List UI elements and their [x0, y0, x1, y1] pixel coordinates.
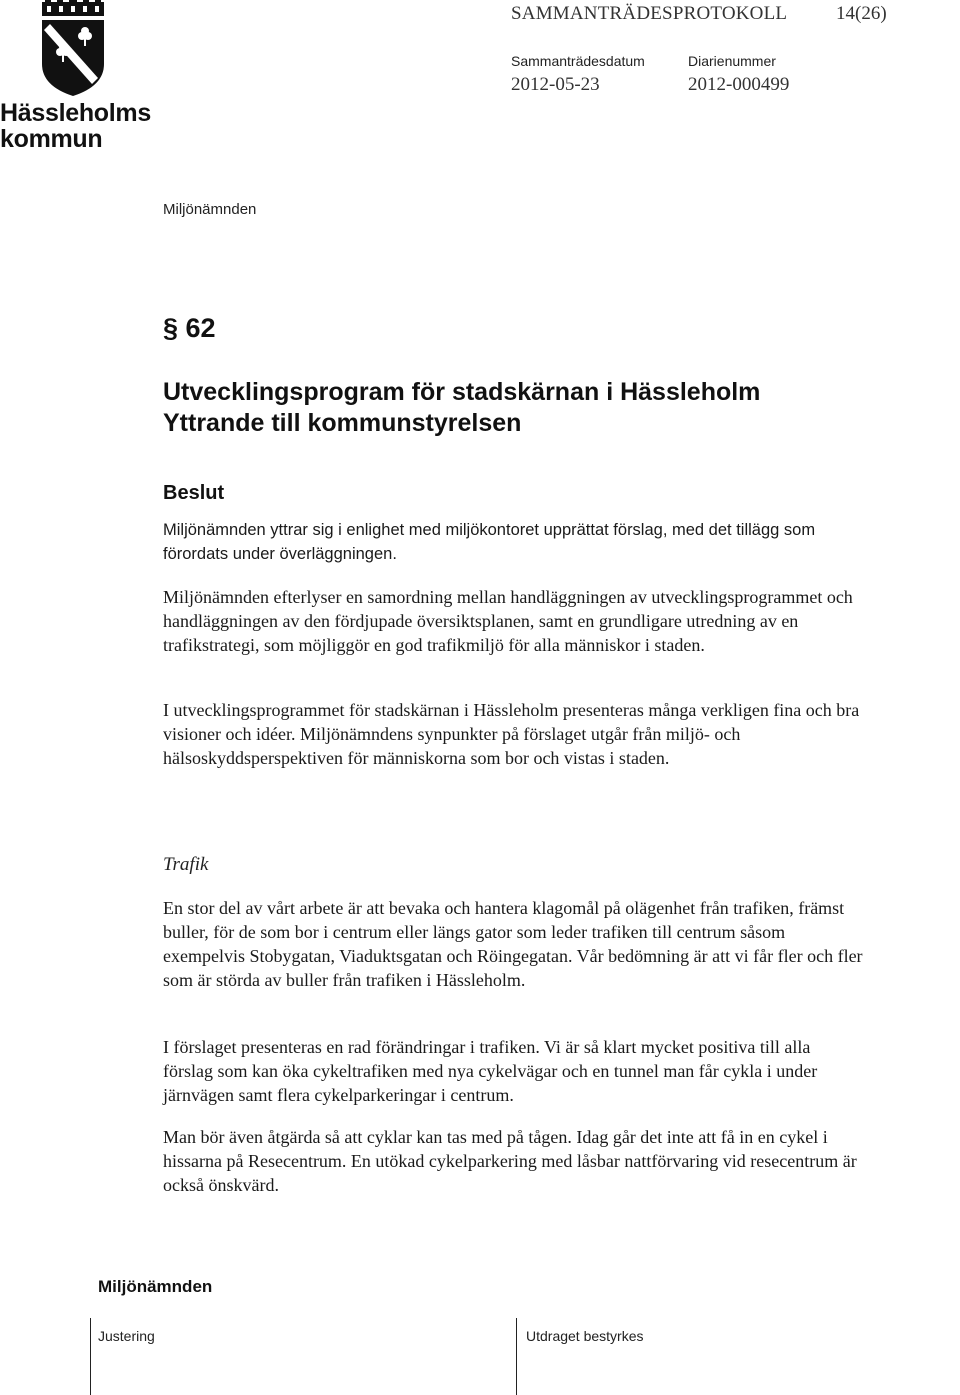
municipality-logo [0, 0, 150, 152]
traffic-heading: Trafik [163, 854, 209, 875]
diary-number-label: Diarienummer [688, 53, 776, 69]
traffic-paragraph-2: I förslaget presenteras en rad förändringar i trafiken. Vi är så klart mycket positiva till alla förslag som kan öka cykeltrafiken med nya cykelvägar och en tunnel man får cykla i under järnvägen samt flera cykelparkeringar i centrum. [163, 1037, 818, 1105]
footer-divider-middle [516, 1318, 517, 1395]
footer-committee-name: Miljönämnden [98, 1277, 213, 1296]
logo-text-line2: kommun [0, 125, 103, 153]
section-title-line2: Yttrande till kommunstyrelsen [163, 409, 522, 437]
section-number: § 62 [163, 313, 216, 343]
coat-of-arms-icon [40, 0, 106, 96]
logo-text-line1: Hässleholms [0, 99, 151, 127]
document-type: SAMMANTRÄDESPROTOKOLL [511, 3, 788, 24]
page-number: 14(26) [836, 3, 887, 24]
decision-paragraph-2: Miljönämnden efterlyser en samordning mellan handläggningen av utvecklingsprogrammet och handläggningen av den fördjupade översiktsplanen, samt en grundligare utredning av en trafikstrategi, som möjliggör en god trafikmiljö för alla människor i staden. [163, 587, 853, 655]
decision-heading: Beslut [163, 482, 225, 504]
diary-number-value: 2012-000499 [688, 74, 790, 95]
traffic-paragraph-1: En stor del av vårt arbete är att bevaka och hantera klagomål på olägenhet från trafiken, främst buller, för de som bor i centrum eller längs gator som leder trafiken till centrum såsom exempelvis Stobygatan, Viaduktsgatan och Röingegatan. Vår bedömning är att vi får fler och fler som är störda av buller från trafiken i Hässleholm. [163, 898, 863, 990]
section-title-line1: Utvecklingsprogram för stadskärnan i Hässleholm [163, 378, 761, 406]
footer-signature-label: Justering [98, 1328, 155, 1344]
decision-paragraph-3: I utvecklingsprogrammet för stadskärnan i Hässleholm presenteras många verkligen fina och bra visioner och idéer. Miljönämndens synpunkter på förslaget utgår från miljö- och hälsoskyddsperspektiven för människorna som bor och vistas i staden. [163, 700, 860, 768]
footer-divider-left [90, 1318, 91, 1395]
meeting-date-label: Sammanträdesdatum [511, 53, 645, 69]
committee-name: Miljönämnden [163, 201, 257, 218]
footer-certification-label: Utdraget bestyrkes [526, 1328, 644, 1344]
meeting-date-value: 2012-05-23 [511, 74, 600, 95]
traffic-paragraph-3: Man bör även åtgärda så att cyklar kan tas med på tågen. Idag går det inte att få in en cykel i hissarna på Resecentrum. En utökad cykelparkering med låsbar nattförvaring vid resecentrum är också önskvärd. [163, 1127, 857, 1195]
decision-paragraph-1: Miljönämnden yttrar sig i enlighet med miljökontoret upprättat förslag, med det tillägg som förordats under överläggningen. [163, 521, 816, 563]
